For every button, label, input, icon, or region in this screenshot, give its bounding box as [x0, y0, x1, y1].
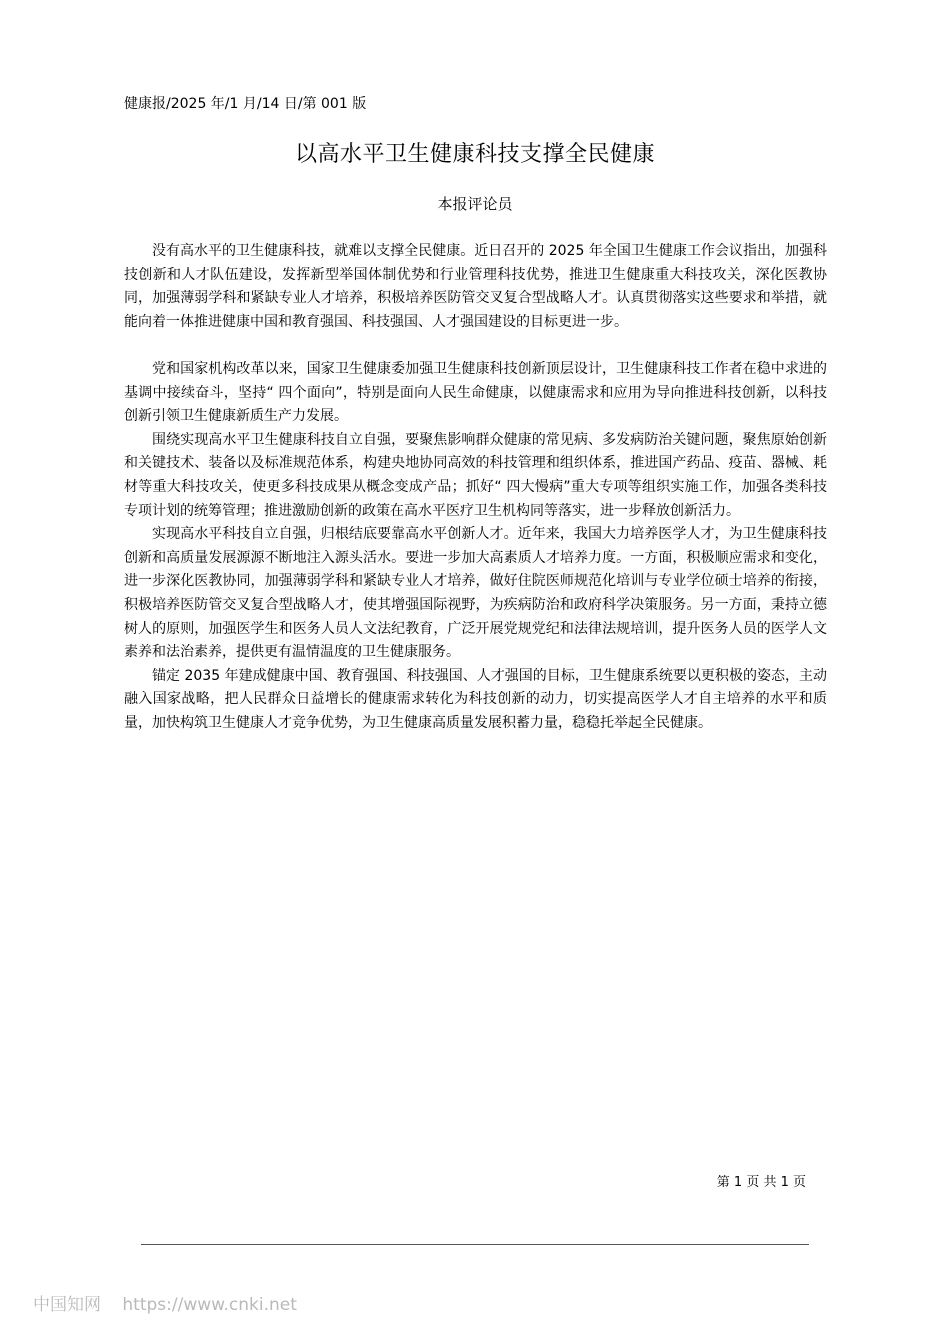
article-paragraph-5: 锚定 2035 年建成健康中国、教育强国、科技强国、人才强国的目标，卫生健康系统要以更积极的姿态，主动融入国家战略，把人民群众日益增长的健康需求转化为科技创新的动力，切实提高医学人才自主培养的水平和质量，加快构筑卫生健康人才竞争优势，为卫生健康高质量发展积蓄力量，稳稳托举起全民健康。: [124, 667, 827, 731]
footer-divider: [141, 1244, 809, 1245]
cnki-watermark: [33, 1294, 297, 1316]
article-paragraph-2: 党和国家机构改革以来，国家卫生健康委加强卫生健康科技创新顶层设计，卫生健康科技工作者在稳中求进的基调中接续奋斗，坚持“ 四个面向”，特别是面向人民生命健康，以健康需求和应用为导向推进科技创新，以科技创新引领卫生健康新质生产力发展。: [124, 360, 827, 425]
publication-source-line: 健康报/2025 年/1 月/14 日/第 001 版: [124, 96, 367, 112]
watermark-url: https://www.cnki.net: [122, 1295, 297, 1315]
article-title: 以高水平卫生健康科技支撑全民健康: [294, 142, 655, 167]
article-byline: 本报评论员: [437, 195, 513, 213]
article-paragraph-3: 围绕实现高水平卫生健康科技自立自强，要聚焦影响群众健康的常见病、多发病防治关键问题，聚焦原始创新和关键技术、装备以及标准规范体系，构建央地协同高效的科技管理和组织体系，推进国产药品、疫苗、器械、耗材等重大科技攻关，使更多科技成果从概念变成产品；抓好“ 四大慢病”重大专项等组织实施工作，加强各类科技专项计划的统筹管理；推进激励创新的政策在高水平医疗卫生机构同等落实，进一步释放创新活力。: [124, 431, 827, 519]
article-paragraph-1: 没有高水平的卫生健康科技，就难以支撑全民健康。近日召开的 2025 年全国卫生健康工作会议指出，加强科技创新和人才队伍建设，发挥新型举国体制优势和行业管理科技优势，推进卫生健康重大科技攻关，深化医教协同，加强薄弱学科和紧缺专业人才培养，积极培养医防管交叉复合型战略人才。认真贯彻落实这些要求和举措，就能向着一体推进健康中国和教育强国、科技强国、人才强国建设的目标更进一步。: [124, 243, 827, 330]
article-body: [124, 240, 827, 735]
article-paragraph-4: 实现高水平科技自立自强，归根结底要靠高水平创新人才。近年来，我国大力培养医学人才，为卫生健康科技创新和高质量发展源源不断地注入源头活水。要进一步加大高素质人才培养力度。一方面，积极顺应需求和变化，进一步深化医教协同，加强薄弱学科和紧缺专业人才培养，做好住院医师规范化培训与专业学位硕士培养的衔接，积极培养医防管交叉复合型战略人才，使其增强国际视野，为疾病防治和政府科学决策服务。另一方面，秉持立德树人的原则，加强医学生和医务人员人文法纪教育，广泛开展党规党纪和法律法规培训，提升医务人员的医学人文素养和法治素养，提供更有温情温度的卫生健康服务。: [124, 526, 827, 661]
watermark-brand: 中国知网: [33, 1295, 101, 1315]
page-number: 第 1 页 共 1 页: [716, 1175, 806, 1190]
